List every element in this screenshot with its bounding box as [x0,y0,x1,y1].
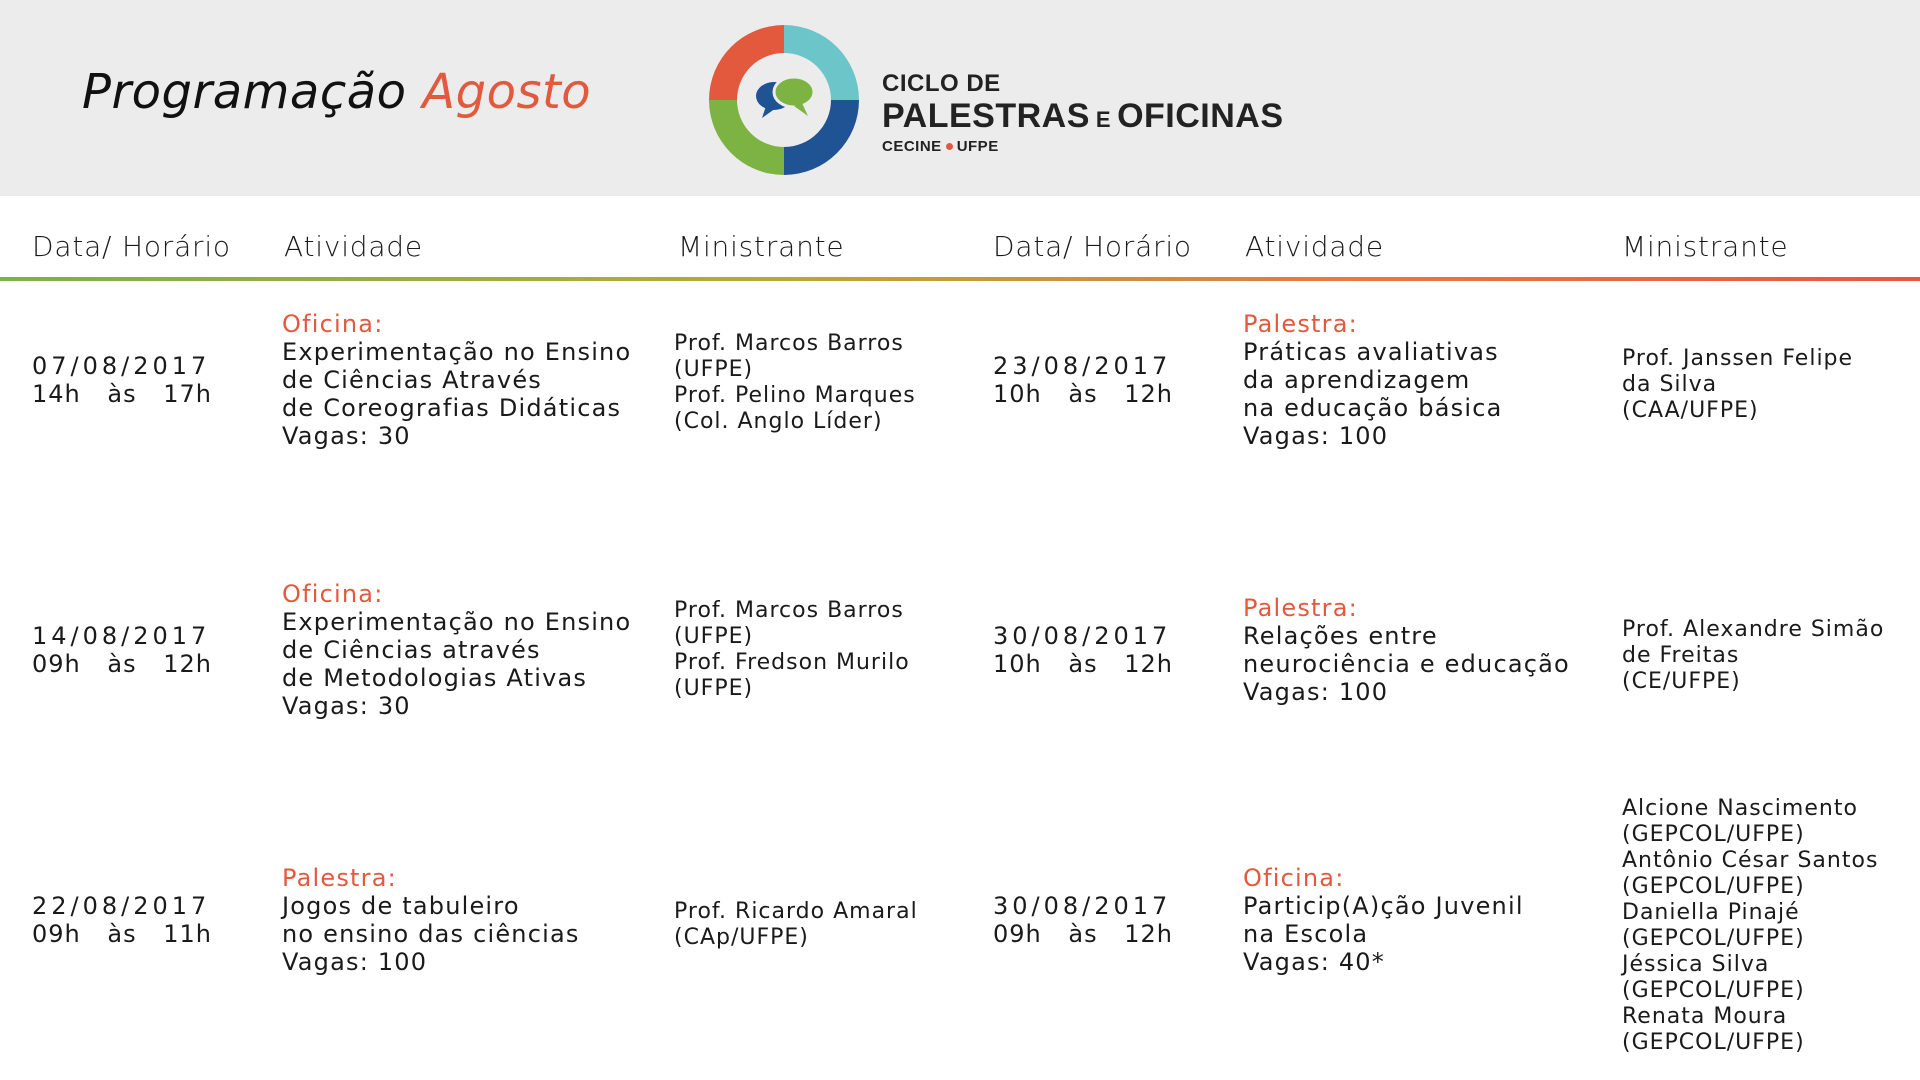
col-header-ministrant-right: Ministrante [1622,230,1789,263]
ministrant-cell [1622,617,1884,695]
logo-oficinas: OFICINAS [1117,97,1284,135]
ministrant-line: (CAA/UFPE) [1622,398,1759,423]
ministrant-line: Antônio César Santos [1622,848,1879,873]
date: 14/08/2017 [32,622,211,650]
activity-cell [1243,594,1570,706]
activity-vagas: Vagas: 100 [1243,422,1389,450]
time-end: 12h [1124,650,1173,678]
ministrant-line: (UFPE) [674,624,754,649]
activity-line: Práticas avaliativas [1243,338,1499,366]
header-divider [0,277,1920,281]
activity-line: de Ciências Através [282,366,542,394]
ministrant-line: (CAp/UFPE) [674,925,809,950]
time-sep: às [107,920,137,948]
ministrant-line: de Freitas [1622,643,1740,668]
ministrant-line: Prof. Ricardo Amaral [674,899,918,924]
activity-type: Palestra: [282,864,397,892]
time [993,380,1173,408]
activity-line: Jogos de tabuleiro [282,892,520,920]
time-sep: às [1068,380,1098,408]
time-start: 14h [32,380,81,408]
title-month: Agosto [422,64,592,120]
time [32,920,212,948]
activity-line: de Metodologias Ativas [282,664,588,692]
ministrant-cell [1622,796,1878,1056]
activity-cell [1243,864,1524,976]
activity-cell [282,310,631,450]
time-end: 17h [163,380,212,408]
time-start: 09h [993,920,1042,948]
time-end: 12h [163,650,212,678]
time [993,650,1173,678]
schedule-date-cell [993,892,1173,948]
activity-type: Oficina: [1243,864,1345,892]
col-header-activity-left: Atividade [284,230,423,263]
activity-line: de Ciências através [282,636,541,664]
activity-line: no ensino das ciências [282,920,580,948]
ciclo-logo-icon [704,20,864,180]
time-end: 12h [1124,380,1173,408]
date: 30/08/2017 [993,622,1172,650]
time [993,920,1173,948]
time-sep: às [107,650,137,678]
activity-cell [1243,310,1503,450]
logo-line1: CICLO DE [882,70,1001,97]
logo-line3 [882,138,1284,155]
title-programacao: Programação [82,64,407,120]
activity-type: Oficina: [282,580,384,608]
ministrant-cell [1622,346,1853,424]
ministrant-line: (GEPCOL/UFPE) [1622,1030,1805,1055]
logo-line2 [882,98,1284,138]
time-sep: às [1068,920,1098,948]
logo-e: E [1095,107,1112,132]
logo-cecine: CECINE [882,138,942,155]
time-sep: às [1068,650,1098,678]
activity-vagas: Vagas: 100 [282,948,428,976]
time-end: 11h [163,920,212,948]
ministrant-line: (UFPE) [674,357,754,382]
activity-vagas: Vagas: 100 [1243,678,1389,706]
time-end: 12h [1124,920,1173,948]
time [32,380,212,408]
page-title [82,64,591,120]
time-start: 09h [32,650,81,678]
ministrant-cell [674,899,918,951]
logo-palestras: PALESTRAS [882,97,1090,135]
ministrant-line: Daniella Pinajé [1622,900,1800,925]
ministrant-line: Alcione Nascimento [1622,796,1858,821]
col-header-ministrant-left: Ministrante [678,230,845,263]
ministrant-line: da Silva [1622,372,1718,397]
activity-line: da aprendizagem [1243,366,1471,394]
ministrant-line: (GEPCOL/UFPE) [1622,822,1805,847]
logo-ufpe: UFPE [956,138,999,155]
activity-type: Palestra: [1243,594,1358,622]
activity-line: Experimentação no Ensino [282,608,632,636]
activity-vagas: Vagas: 30 [282,422,411,450]
activity-line: neurociência e educação [1243,650,1570,678]
ministrant-line: Prof. Alexandre Simão [1622,617,1885,642]
activity-line: de Coreografias Didáticas [282,394,622,422]
time-start: 10h [993,380,1042,408]
col-header-date-left: Data/ Horário [32,230,231,263]
activity-line: na educação básica [1243,394,1503,422]
schedule-date-cell [993,352,1173,408]
schedule-date-cell [32,352,212,408]
header-banner [0,0,1920,196]
activity-line: na Escola [1243,920,1369,948]
date: 22/08/2017 [32,892,211,920]
activity-cell [282,580,631,720]
ministrant-line: Prof. Fredson Murilo [674,650,910,675]
activity-cell [282,864,580,976]
ministrant-line: (GEPCOL/UFPE) [1622,926,1805,951]
activity-type: Oficina: [282,310,384,338]
logo-dot-icon [946,143,953,150]
activity-type: Palestra: [1243,310,1358,338]
logo-wordmark [882,70,1284,155]
ministrant-line: Renata Moura [1622,1004,1788,1029]
ministrant-line: (CE/UFPE) [1622,669,1741,694]
ministrant-line: Prof. Janssen Felipe [1622,346,1854,371]
ministrant-cell [674,331,916,435]
ministrant-line: Prof. Pelino Marques [674,383,916,408]
time-start: 10h [993,650,1042,678]
ministrant-line: (Col. Anglo Líder) [674,409,883,434]
col-header-activity-right: Atividade [1245,230,1384,263]
date: 30/08/2017 [993,892,1172,920]
schedule-date-cell [32,892,212,948]
time-sep: às [107,380,137,408]
activity-line: Particip(A)ção Juvenil [1243,892,1524,920]
ministrant-cell [674,598,910,702]
col-header-date-right: Data/ Horário [993,230,1192,263]
ministrant-line: Jéssica Silva [1622,952,1770,977]
time-start: 09h [32,920,81,948]
schedule-date-cell [993,622,1173,678]
ministrant-line: (GEPCOL/UFPE) [1622,874,1805,899]
activity-line: Experimentação no Ensino [282,338,632,366]
ministrant-line: (UFPE) [674,676,754,701]
activity-vagas: Vagas: 30 [282,692,411,720]
ministrant-line: Prof. Marcos Barros [674,598,904,623]
time [32,650,212,678]
activity-line: Relações entre [1243,622,1438,650]
date: 07/08/2017 [32,352,211,380]
activity-vagas: Vagas: 40* [1243,948,1385,976]
date: 23/08/2017 [993,352,1172,380]
schedule-date-cell [32,622,212,678]
ministrant-line: (GEPCOL/UFPE) [1622,978,1805,1003]
ministrant-line: Prof. Marcos Barros [674,331,904,356]
